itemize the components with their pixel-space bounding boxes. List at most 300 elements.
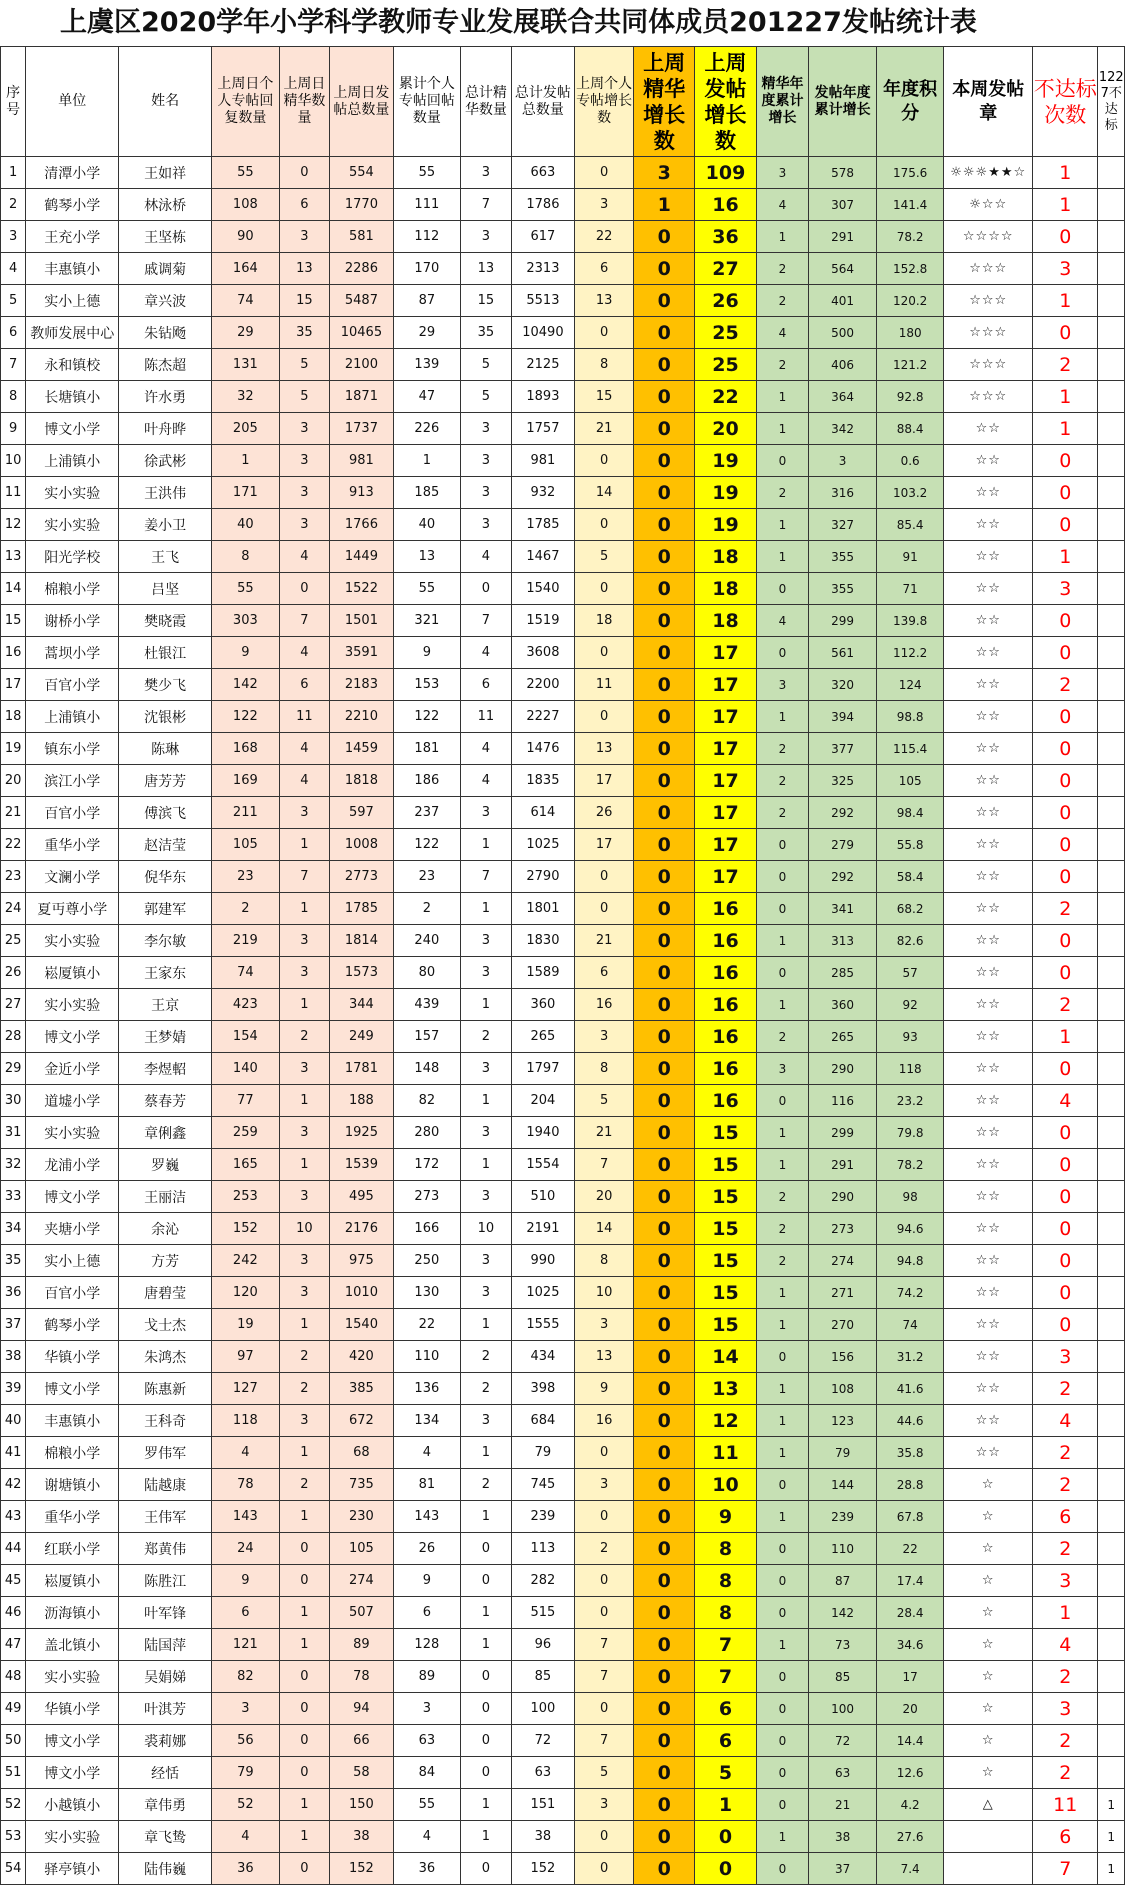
cell-total-posts: 1476 [511, 733, 574, 765]
cell-total-posts: 981 [511, 445, 574, 477]
cell-unit: 教师发展中心 [26, 317, 119, 349]
cell-total-posts: 2227 [511, 701, 574, 733]
cell-essence-growth: 0 [634, 381, 695, 413]
cell-reply-growth: 0 [575, 317, 634, 349]
cell-post-growth: 6 [695, 1725, 756, 1757]
cell-year-posts: 270 [809, 1309, 877, 1341]
cell-fail-count: 0 [1033, 1181, 1098, 1213]
cell-post-total: 581 [330, 221, 393, 253]
cell-year-score: 139.8 [876, 605, 944, 637]
cell-1227-fail [1098, 1213, 1125, 1245]
cell-essence-growth: 1 [634, 189, 695, 221]
cell-total-essence: 4 [461, 733, 512, 765]
cell-year-score: 58.4 [876, 861, 944, 893]
cell-index: 52 [1, 1789, 26, 1821]
cell-essence-count: 11 [279, 701, 330, 733]
cell-year-essence: 2 [756, 733, 809, 765]
cell-cum-reply: 112 [393, 221, 461, 253]
cell-reply-count: 74 [212, 957, 280, 989]
cell-reply-count: 4 [212, 1437, 280, 1469]
cell-index: 19 [1, 733, 26, 765]
table-row [1, 861, 1125, 893]
cell-essence-count: 2 [279, 1341, 330, 1373]
header-cell: 上周精华增长数 [634, 47, 695, 157]
cell-year-essence: 1 [756, 1405, 809, 1437]
cell-total-posts: 239 [511, 1501, 574, 1533]
cell-total-essence: 3 [461, 1053, 512, 1085]
cell-name: 王科奇 [119, 1405, 212, 1437]
cell-index: 14 [1, 573, 26, 605]
cell-badge: ☆☆ [944, 1341, 1033, 1373]
cell-1227-fail [1098, 253, 1125, 285]
cell-total-essence: 4 [461, 637, 512, 669]
cell-post-growth: 17 [695, 829, 756, 861]
cell-reply-count: 4 [212, 1821, 280, 1853]
cell-essence-growth: 0 [634, 1149, 695, 1181]
cell-post-growth: 15 [695, 1181, 756, 1213]
cell-index: 2 [1, 189, 26, 221]
cell-total-essence: 0 [461, 573, 512, 605]
cell-essence-count: 7 [279, 605, 330, 637]
cell-badge: ☆☆ [944, 573, 1033, 605]
cell-unit: 实小上德 [26, 1245, 119, 1277]
cell-post-total: 1781 [330, 1053, 393, 1085]
cell-reply-count: 97 [212, 1341, 280, 1373]
cell-post-growth: 25 [695, 317, 756, 349]
cell-post-growth: 22 [695, 381, 756, 413]
cell-post-total: 1449 [330, 541, 393, 573]
cell-essence-growth: 0 [634, 1565, 695, 1597]
cell-reply-count: 29 [212, 317, 280, 349]
cell-cum-reply: 55 [393, 1789, 461, 1821]
cell-post-total: 495 [330, 1181, 393, 1213]
cell-reply-growth: 0 [575, 701, 634, 733]
cell-badge: ☆☆ [944, 1213, 1033, 1245]
cell-fail-count: 0 [1033, 637, 1098, 669]
cell-index: 3 [1, 221, 26, 253]
cell-year-posts: 63 [809, 1757, 877, 1789]
cell-year-posts: 100 [809, 1693, 877, 1725]
cell-cum-reply: 22 [393, 1309, 461, 1341]
table-row [1, 637, 1125, 669]
cell-reply-growth: 6 [575, 253, 634, 285]
cell-year-posts: 290 [809, 1053, 877, 1085]
cell-cum-reply: 128 [393, 1629, 461, 1661]
cell-year-posts: 110 [809, 1533, 877, 1565]
cell-post-total: 1818 [330, 765, 393, 797]
cell-year-posts: 285 [809, 957, 877, 989]
cell-year-score: 175.6 [876, 157, 944, 189]
cell-post-total: 1814 [330, 925, 393, 957]
cell-post-growth: 19 [695, 509, 756, 541]
cell-total-essence: 6 [461, 669, 512, 701]
cell-cum-reply: 130 [393, 1277, 461, 1309]
cell-essence-growth: 0 [634, 1661, 695, 1693]
cell-reply-growth: 9 [575, 1373, 634, 1405]
cell-total-posts: 1940 [511, 1117, 574, 1149]
cell-1227-fail [1098, 765, 1125, 797]
cell-total-posts: 2313 [511, 253, 574, 285]
cell-year-posts: 291 [809, 1149, 877, 1181]
cell-total-posts: 1785 [511, 509, 574, 541]
cell-essence-growth: 0 [634, 669, 695, 701]
cell-unit: 镇东小学 [26, 733, 119, 765]
cell-fail-count: 1 [1033, 1021, 1098, 1053]
cell-unit: 百官小学 [26, 669, 119, 701]
cell-reply-growth: 0 [575, 1853, 634, 1885]
cell-cum-reply: 139 [393, 349, 461, 381]
cell-total-essence: 13 [461, 253, 512, 285]
cell-post-total: 1501 [330, 605, 393, 637]
cell-reply-growth: 21 [575, 1117, 634, 1149]
cell-year-essence: 1 [756, 541, 809, 573]
cell-total-essence: 1 [461, 1597, 512, 1629]
cell-total-essence: 3 [461, 957, 512, 989]
header-cell: 1227不达标 [1098, 47, 1125, 157]
cell-year-posts: 274 [809, 1245, 877, 1277]
table-row [1, 221, 1125, 253]
cell-year-score: 91 [876, 541, 944, 573]
cell-essence-count: 3 [279, 957, 330, 989]
cell-index: 4 [1, 253, 26, 285]
cell-fail-count: 2 [1033, 1661, 1098, 1693]
cell-badge: ☆☆☆ [944, 381, 1033, 413]
table-row [1, 157, 1125, 189]
header-cell: 上周日发帖总数量 [330, 47, 393, 157]
cell-name: 王坚栋 [119, 221, 212, 253]
cell-fail-count: 2 [1033, 1437, 1098, 1469]
table-row [1, 1405, 1125, 1437]
cell-total-essence: 10 [461, 1213, 512, 1245]
cell-essence-count: 1 [279, 1789, 330, 1821]
table-row [1, 1469, 1125, 1501]
cell-year-score: 74 [876, 1309, 944, 1341]
cell-fail-count: 0 [1033, 797, 1098, 829]
cell-badge: ☆☆ [944, 413, 1033, 445]
cell-year-posts: 316 [809, 477, 877, 509]
cell-unit: 夹塘小学 [26, 1213, 119, 1245]
cell-year-posts: 116 [809, 1085, 877, 1117]
cell-fail-count: 0 [1033, 925, 1098, 957]
cell-year-score: 41.6 [876, 1373, 944, 1405]
cell-reply-count: 23 [212, 861, 280, 893]
cell-cum-reply: 4 [393, 1437, 461, 1469]
cell-unit: 谢桥小学 [26, 605, 119, 637]
cell-1227-fail [1098, 157, 1125, 189]
cell-1227-fail [1098, 1053, 1125, 1085]
cell-name: 吕坚 [119, 573, 212, 605]
table-row [1, 1853, 1125, 1885]
cell-year-score: 98.8 [876, 701, 944, 733]
cell-year-essence: 1 [756, 381, 809, 413]
cell-badge: ☆☆ [944, 1405, 1033, 1437]
cell-essence-growth: 0 [634, 765, 695, 797]
cell-year-essence: 4 [756, 189, 809, 221]
cell-badge: ☆☆ [944, 1373, 1033, 1405]
cell-year-posts: 364 [809, 381, 877, 413]
cell-index: 37 [1, 1309, 26, 1341]
cell-badge: ☆☆ [944, 509, 1033, 541]
cell-total-essence: 0 [461, 1661, 512, 1693]
cell-index: 25 [1, 925, 26, 957]
table-row [1, 1437, 1125, 1469]
cell-reply-growth: 0 [575, 1597, 634, 1629]
header-cell: 不达标次数 [1033, 47, 1098, 157]
cell-unit: 道墟小学 [26, 1085, 119, 1117]
cell-post-total: 672 [330, 1405, 393, 1437]
cell-index: 32 [1, 1149, 26, 1181]
cell-post-growth: 13 [695, 1373, 756, 1405]
cell-total-posts: 515 [511, 1597, 574, 1629]
cell-essence-growth: 0 [634, 1853, 695, 1885]
header-cell: 上周日精华数量 [279, 47, 330, 157]
cell-cum-reply: 2 [393, 893, 461, 925]
cell-essence-growth: 0 [634, 285, 695, 317]
cell-essence-count: 0 [279, 1661, 330, 1693]
cell-unit: 博文小学 [26, 1725, 119, 1757]
cell-index: 11 [1, 477, 26, 509]
cell-year-score: 12.6 [876, 1757, 944, 1789]
cell-year-score: 141.4 [876, 189, 944, 221]
cell-post-total: 274 [330, 1565, 393, 1597]
cell-reply-growth: 0 [575, 509, 634, 541]
cell-index: 17 [1, 669, 26, 701]
cell-index: 20 [1, 765, 26, 797]
cell-year-essence: 1 [756, 1373, 809, 1405]
cell-cum-reply: 111 [393, 189, 461, 221]
cell-total-posts: 1830 [511, 925, 574, 957]
cell-reply-growth: 0 [575, 861, 634, 893]
cell-index: 6 [1, 317, 26, 349]
cell-essence-growth: 0 [634, 1437, 695, 1469]
cell-badge: ☆☆ [944, 861, 1033, 893]
cell-fail-count: 2 [1033, 349, 1098, 381]
cell-reply-count: 24 [212, 1533, 280, 1565]
cell-post-total: 105 [330, 1533, 393, 1565]
cell-cum-reply: 63 [393, 1725, 461, 1757]
cell-post-total: 1785 [330, 893, 393, 925]
cell-total-essence: 1 [461, 989, 512, 1021]
cell-total-essence: 3 [461, 477, 512, 509]
cell-year-posts: 21 [809, 1789, 877, 1821]
cell-1227-fail [1098, 893, 1125, 925]
cell-reply-count: 120 [212, 1277, 280, 1309]
table-row [1, 1085, 1125, 1117]
cell-index: 5 [1, 285, 26, 317]
cell-post-growth: 8 [695, 1597, 756, 1629]
cell-year-posts: 291 [809, 221, 877, 253]
header-cell: 总计精华数量 [461, 47, 512, 157]
cell-unit: 小越镇小 [26, 1789, 119, 1821]
cell-year-score: 23.2 [876, 1085, 944, 1117]
cell-year-posts: 79 [809, 1437, 877, 1469]
cell-index: 13 [1, 541, 26, 573]
cell-cum-reply: 80 [393, 957, 461, 989]
cell-reply-growth: 14 [575, 477, 634, 509]
cell-badge: ☆ [944, 1693, 1033, 1725]
cell-post-total: 913 [330, 477, 393, 509]
cell-reply-growth: 22 [575, 221, 634, 253]
cell-year-essence: 2 [756, 1213, 809, 1245]
cell-total-essence: 3 [461, 797, 512, 829]
cell-year-posts: 273 [809, 1213, 877, 1245]
cell-total-essence: 3 [461, 1277, 512, 1309]
table-row [1, 733, 1125, 765]
cell-year-essence: 2 [756, 765, 809, 797]
table-row [1, 509, 1125, 541]
cell-reply-count: 127 [212, 1373, 280, 1405]
cell-year-posts: 292 [809, 861, 877, 893]
cell-cum-reply: 47 [393, 381, 461, 413]
cell-name: 章飞鸷 [119, 1821, 212, 1853]
cell-essence-growth: 0 [634, 1245, 695, 1277]
cell-total-essence: 5 [461, 349, 512, 381]
cell-reply-growth: 3 [575, 1021, 634, 1053]
cell-post-total: 1737 [330, 413, 393, 445]
cell-fail-count: 1 [1033, 541, 1098, 573]
cell-year-score: 67.8 [876, 1501, 944, 1533]
cell-index: 9 [1, 413, 26, 445]
cell-name: 章伟勇 [119, 1789, 212, 1821]
cell-year-essence: 1 [756, 1149, 809, 1181]
cell-year-score: 20 [876, 1693, 944, 1725]
cell-fail-count: 0 [1033, 445, 1098, 477]
cell-index: 41 [1, 1437, 26, 1469]
cell-reply-count: 169 [212, 765, 280, 797]
cell-total-posts: 100 [511, 1693, 574, 1725]
cell-fail-count: 2 [1033, 893, 1098, 925]
cell-year-posts: 313 [809, 925, 877, 957]
cell-index: 36 [1, 1277, 26, 1309]
cell-reply-growth: 13 [575, 285, 634, 317]
cell-unit: 实小实验 [26, 1117, 119, 1149]
cell-unit: 鹤琴小学 [26, 189, 119, 221]
table-row [1, 957, 1125, 989]
cell-essence-growth: 0 [634, 413, 695, 445]
cell-reply-growth: 21 [575, 925, 634, 957]
cell-essence-count: 3 [279, 1181, 330, 1213]
table-row [1, 1053, 1125, 1085]
cell-essence-count: 3 [279, 797, 330, 829]
cell-essence-growth: 0 [634, 893, 695, 925]
cell-index: 7 [1, 349, 26, 381]
cell-fail-count: 1 [1033, 285, 1098, 317]
cell-year-essence: 3 [756, 669, 809, 701]
cell-year-posts: 123 [809, 1405, 877, 1437]
cell-year-essence: 0 [756, 1085, 809, 1117]
cell-unit: 上浦镇小 [26, 701, 119, 733]
cell-post-growth: 16 [695, 957, 756, 989]
cell-post-growth: 109 [695, 157, 756, 189]
cell-essence-count: 0 [279, 1533, 330, 1565]
cell-fail-count: 1 [1033, 157, 1098, 189]
cell-unit: 金近小学 [26, 1053, 119, 1085]
cell-year-score: 28.8 [876, 1469, 944, 1501]
cell-index: 38 [1, 1341, 26, 1373]
cell-post-growth: 18 [695, 605, 756, 637]
cell-cum-reply: 237 [393, 797, 461, 829]
cell-essence-count: 1 [279, 1501, 330, 1533]
table-row [1, 1789, 1125, 1821]
cell-essence-count: 2 [279, 1469, 330, 1501]
cell-essence-count: 10 [279, 1213, 330, 1245]
cell-post-total: 2183 [330, 669, 393, 701]
cell-fail-count: 0 [1033, 1053, 1098, 1085]
cell-post-total: 735 [330, 1469, 393, 1501]
cell-badge: ☆☆ [944, 445, 1033, 477]
cell-badge: ☆ [944, 1629, 1033, 1661]
table-row [1, 541, 1125, 573]
cell-index: 48 [1, 1661, 26, 1693]
cell-year-essence: 1 [756, 1437, 809, 1469]
cell-badge: ☆☆ [944, 765, 1033, 797]
cell-reply-growth: 0 [575, 1437, 634, 1469]
cell-year-score: 79.8 [876, 1117, 944, 1149]
cell-total-posts: 2200 [511, 669, 574, 701]
cell-total-posts: 1519 [511, 605, 574, 637]
cell-fail-count: 3 [1033, 573, 1098, 605]
cell-reply-count: 118 [212, 1405, 280, 1437]
cell-fail-count: 7 [1033, 1853, 1098, 1885]
cell-name: 罗巍 [119, 1149, 212, 1181]
cell-post-growth: 16 [695, 925, 756, 957]
cell-unit: 华镇小学 [26, 1341, 119, 1373]
cell-year-essence: 3 [756, 157, 809, 189]
cell-fail-count: 0 [1033, 1309, 1098, 1341]
table-row [1, 1341, 1125, 1373]
cell-reply-count: 122 [212, 701, 280, 733]
cell-post-total: 1522 [330, 573, 393, 605]
cell-year-essence: 1 [756, 1117, 809, 1149]
cell-reply-growth: 13 [575, 1341, 634, 1373]
cell-total-posts: 614 [511, 797, 574, 829]
cell-year-essence: 0 [756, 893, 809, 925]
cell-cum-reply: 226 [393, 413, 461, 445]
cell-year-score: 92.8 [876, 381, 944, 413]
cell-reply-count: 211 [212, 797, 280, 829]
cell-reply-growth: 3 [575, 1789, 634, 1821]
cell-fail-count: 6 [1033, 1821, 1098, 1853]
cell-total-posts: 617 [511, 221, 574, 253]
cell-total-posts: 434 [511, 1341, 574, 1373]
cell-essence-growth: 0 [634, 1213, 695, 1245]
cell-fail-count: 3 [1033, 1693, 1098, 1725]
cell-cum-reply: 89 [393, 1661, 461, 1693]
cell-year-essence: 0 [756, 445, 809, 477]
cell-fail-count: 2 [1033, 1757, 1098, 1789]
cell-essence-count: 0 [279, 1757, 330, 1789]
cell-post-growth: 16 [695, 989, 756, 1021]
cell-essence-growth: 0 [634, 509, 695, 541]
cell-badge: ☆☆ [944, 1117, 1033, 1149]
cell-name: 蔡春芳 [119, 1085, 212, 1117]
cell-name: 陆越康 [119, 1469, 212, 1501]
cell-cum-reply: 82 [393, 1085, 461, 1117]
cell-total-posts: 1025 [511, 1277, 574, 1309]
cell-index: 47 [1, 1629, 26, 1661]
cell-reply-count: 205 [212, 413, 280, 445]
cell-post-growth: 19 [695, 477, 756, 509]
cell-essence-count: 5 [279, 381, 330, 413]
cell-year-posts: 85 [809, 1661, 877, 1693]
cell-year-score: 34.6 [876, 1629, 944, 1661]
cell-essence-count: 3 [279, 477, 330, 509]
cell-1227-fail [1098, 573, 1125, 605]
cell-1227-fail [1098, 1757, 1125, 1789]
cell-essence-growth: 3 [634, 157, 695, 189]
cell-total-essence: 7 [461, 605, 512, 637]
cell-fail-count: 0 [1033, 1277, 1098, 1309]
